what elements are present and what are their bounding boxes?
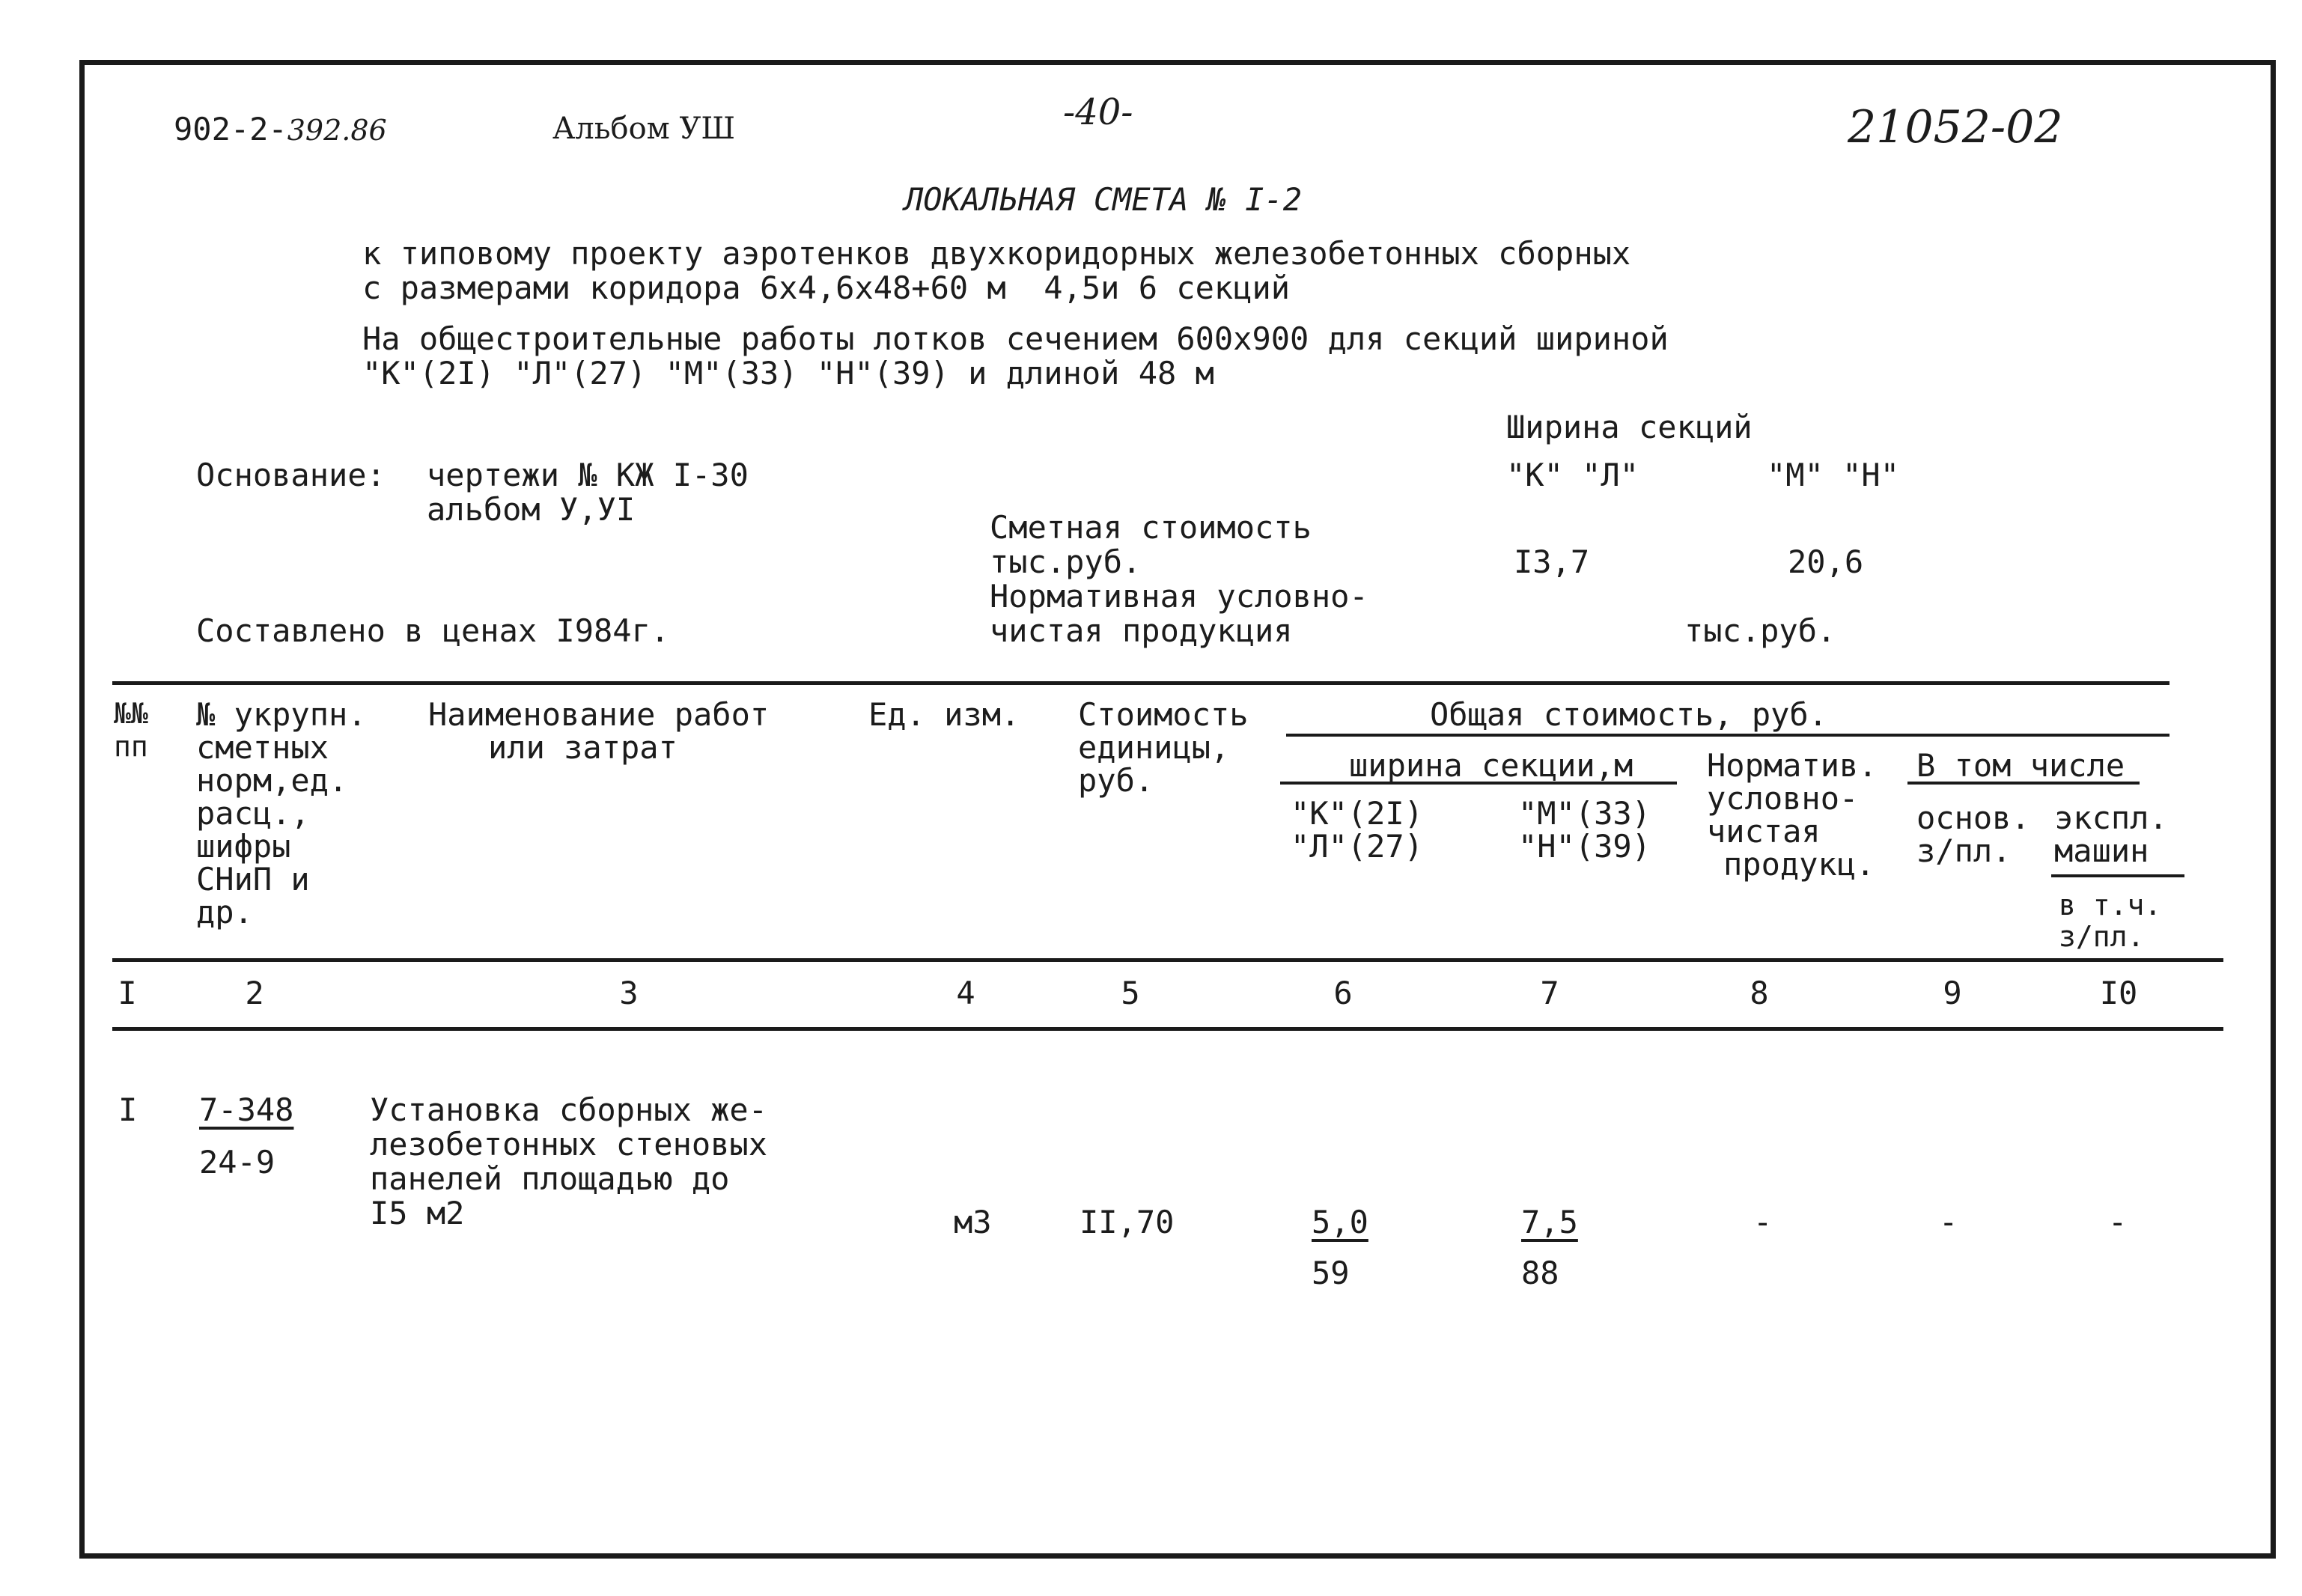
col8-header-l1: Норматив.: [1707, 747, 1878, 784]
col8-header-l3: чистая: [1707, 813, 1821, 850]
row-salary: -: [1939, 1204, 1958, 1240]
row-code-bottom: 24-9: [199, 1144, 275, 1181]
title-line-1: к типовому проекту аэротенков двухкоридорных железобетонных сборных: [362, 235, 1631, 272]
col8-header-l2: условно-: [1707, 780, 1859, 817]
cost-kl: I3,7: [1514, 543, 1590, 580]
colnum-2: 2: [245, 975, 264, 1011]
width-header: Ширина секций: [1506, 409, 1753, 445]
basis-line-2: альбом У,УI: [427, 491, 636, 528]
colnum-9: 9: [1943, 975, 1962, 1011]
row-name-l2: лезобетонных стеновых: [370, 1126, 768, 1163]
col9-header-l2: з/пл.: [1916, 832, 2012, 869]
col2-header-l3: норм,ед.: [196, 762, 348, 799]
col2-header-l6: СНиП и: [196, 861, 310, 898]
norm-label-1: Нормативная условно-: [990, 578, 1368, 615]
col2-header-l2: сметных: [196, 729, 329, 766]
col2-header-l4: расц.,: [196, 795, 310, 832]
col5-header-l3: руб.: [1078, 762, 1154, 799]
col10-header-l1: экспл.: [2054, 799, 2168, 836]
cost-mn: 20,6: [1788, 543, 1864, 580]
col10-header-l3: в т.ч.: [2059, 889, 2162, 922]
col2-header-l1: № укрупн.: [196, 696, 367, 733]
project-number: 21052-02: [1848, 101, 2063, 153]
title-line-2: с размерами коридора 6х4,6х48+60 м 4,5и 6 секций: [362, 269, 1291, 306]
cost-label-1: Сметная стоимость: [990, 509, 1312, 546]
width-group-header: ширина секции,м: [1349, 747, 1633, 784]
machines-underline: [2051, 874, 2184, 877]
col5-header-l1: Стоимость: [1078, 696, 1249, 733]
colnum-8: 8: [1750, 975, 1769, 1011]
norm-unit: тыс.руб.: [1684, 612, 1836, 649]
col7-header-l1: "М"(33): [1518, 795, 1651, 832]
composed-note: Составлено в ценах I984г.: [196, 612, 670, 649]
width-mn: "М" "Н": [1767, 457, 1900, 493]
colnum-1: I: [118, 975, 137, 1011]
col4-header: Ед. изм.: [868, 696, 1020, 733]
row-code-top: 7-348: [199, 1091, 294, 1128]
table-top-rule: [112, 681, 2169, 685]
width-kl: "К" "Л": [1506, 457, 1639, 493]
col10-header-l4: з/пл.: [2059, 920, 2145, 953]
total-cost-header: Общая стоимость, руб.: [1430, 696, 1828, 733]
row-width-mn-top: 7,5: [1521, 1204, 1578, 1240]
col8-header-l4: продукц.: [1723, 846, 1875, 883]
col2-header-l5: шифры: [196, 828, 291, 865]
col1-header-l2: пп: [114, 730, 148, 763]
row-norm: -: [1753, 1204, 1773, 1240]
estimate-title: ЛОКАЛЬНАЯ СМЕТА № I-2: [904, 181, 1303, 218]
col3-header-l1: Наименование работ: [428, 696, 770, 733]
row-name-l4: I5 м2: [370, 1195, 465, 1231]
row-width-kl-bottom: 59: [1312, 1255, 1350, 1291]
row-width-kl-top: 5,0: [1312, 1204, 1368, 1240]
header-bottom-rule: [112, 958, 2223, 962]
col2-header-l7: др.: [196, 894, 253, 931]
col5-header-l2: единицы,: [1078, 729, 1230, 766]
basis-label: Основание:: [196, 457, 386, 493]
colnum-3: 3: [619, 975, 639, 1011]
col10-header-l2: машин: [2054, 832, 2149, 869]
norm-label-2: чистая продукция: [990, 612, 1293, 649]
row-number: I: [118, 1091, 138, 1128]
col9-header-l1: основ.: [1916, 799, 2030, 836]
row-name-l1: Установка сборных же-: [370, 1091, 768, 1128]
total-underline: [1286, 734, 2169, 737]
col7-header-l2: "Н"(39): [1518, 828, 1651, 865]
col1-header-l1: №№: [114, 697, 148, 730]
album-label: Альбом УШ: [552, 112, 736, 146]
colnum-7: 7: [1540, 975, 1559, 1011]
row-unit: м3: [954, 1204, 992, 1240]
colnum-5: 5: [1121, 975, 1140, 1011]
cost-label-2: тыс.руб.: [990, 543, 1142, 580]
row-unit-cost: II,70: [1080, 1204, 1175, 1240]
title-line-4: "К"(2I) "Л"(27) "М"(33) "Н"(39) и длиной 48 м: [362, 355, 1214, 392]
colnum-4: 4: [956, 975, 975, 1011]
col6-header-l1: "К"(2I): [1291, 795, 1424, 832]
row-machines: -: [2108, 1204, 2128, 1240]
row-name-l3: панелей площадью до: [370, 1160, 730, 1197]
col6-header-l2: "Л"(27): [1291, 828, 1424, 865]
row-width-mn-bottom: 88: [1521, 1255, 1559, 1291]
page-number: -40-: [1063, 91, 1133, 133]
col3-header-l2: или затрат: [488, 729, 677, 766]
colnum-6: 6: [1333, 975, 1353, 1011]
incl-header: В том числе: [1916, 747, 2125, 784]
basis-line-1: чертежи № КЖ I-30: [427, 457, 749, 493]
title-line-3: На общестроительные работы лотков сечением 600х900 для секций шириной: [362, 320, 1669, 357]
document-code: 902-2-392.86: [174, 111, 387, 147]
colnum-bottom-rule: [112, 1027, 2223, 1031]
colnum-10: I0: [2099, 975, 2138, 1011]
